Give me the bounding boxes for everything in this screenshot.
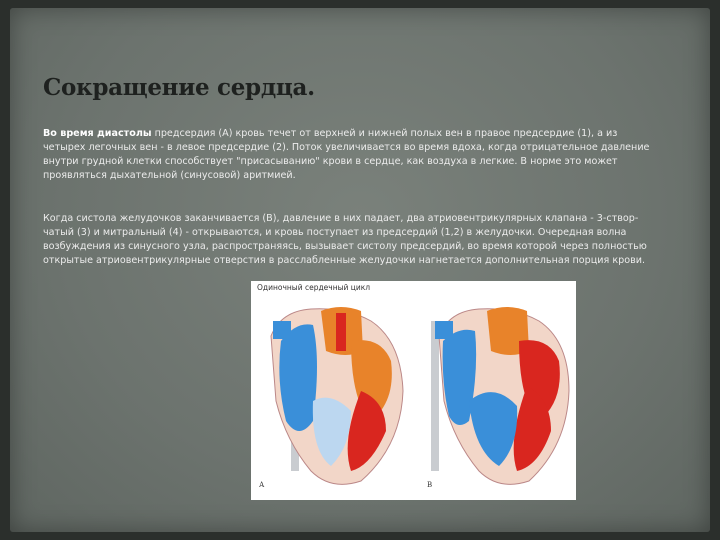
- diastole-term: Во время диастолы: [43, 128, 152, 139]
- label-a: А: [259, 481, 265, 489]
- heart-cycle-figure: [251, 281, 576, 500]
- label-b: В: [427, 481, 433, 489]
- paragraph-diastole: [43, 127, 661, 183]
- heart-a-illustration: [271, 307, 403, 484]
- diastole-text: предсердия (А) кровь течет от верхней и нижней полых вен в правое предсердие (1), а из четырех легочных вен - в левое предсердие (2). Поток увеличивается во время вдоха, когда отрицательное давление внутри грудной клетки способствует "присасыванию" крови в сердце, как воздуха в легкие. В норме это может проявляться дыхательной (синусовой) аритмией.: [43, 128, 650, 181]
- figure-caption: Одиночный сердечный цикл: [257, 283, 371, 292]
- heart-diagrams: [251, 281, 576, 500]
- heart-b-illustration: [431, 307, 569, 484]
- slide-title: Сокращение сердца.: [43, 74, 315, 101]
- paragraph-systole: Когда систола желудочков заканчивается (В), давление в них падает, два атриовентрикулярных клапана - 3-створ-чатый (3) и митральный (4) - открываются, и кровь поступает из предсердий (1,2) в желудочки. Очередная волна возбуждения из синусного узла, распространяясь, вызывает систолу предсердий, во время которой через полностью открытые атриовентрикулярные отверстия в расслабленные желудочки нагнетается дополнительная порция крови.: [43, 213, 647, 266]
